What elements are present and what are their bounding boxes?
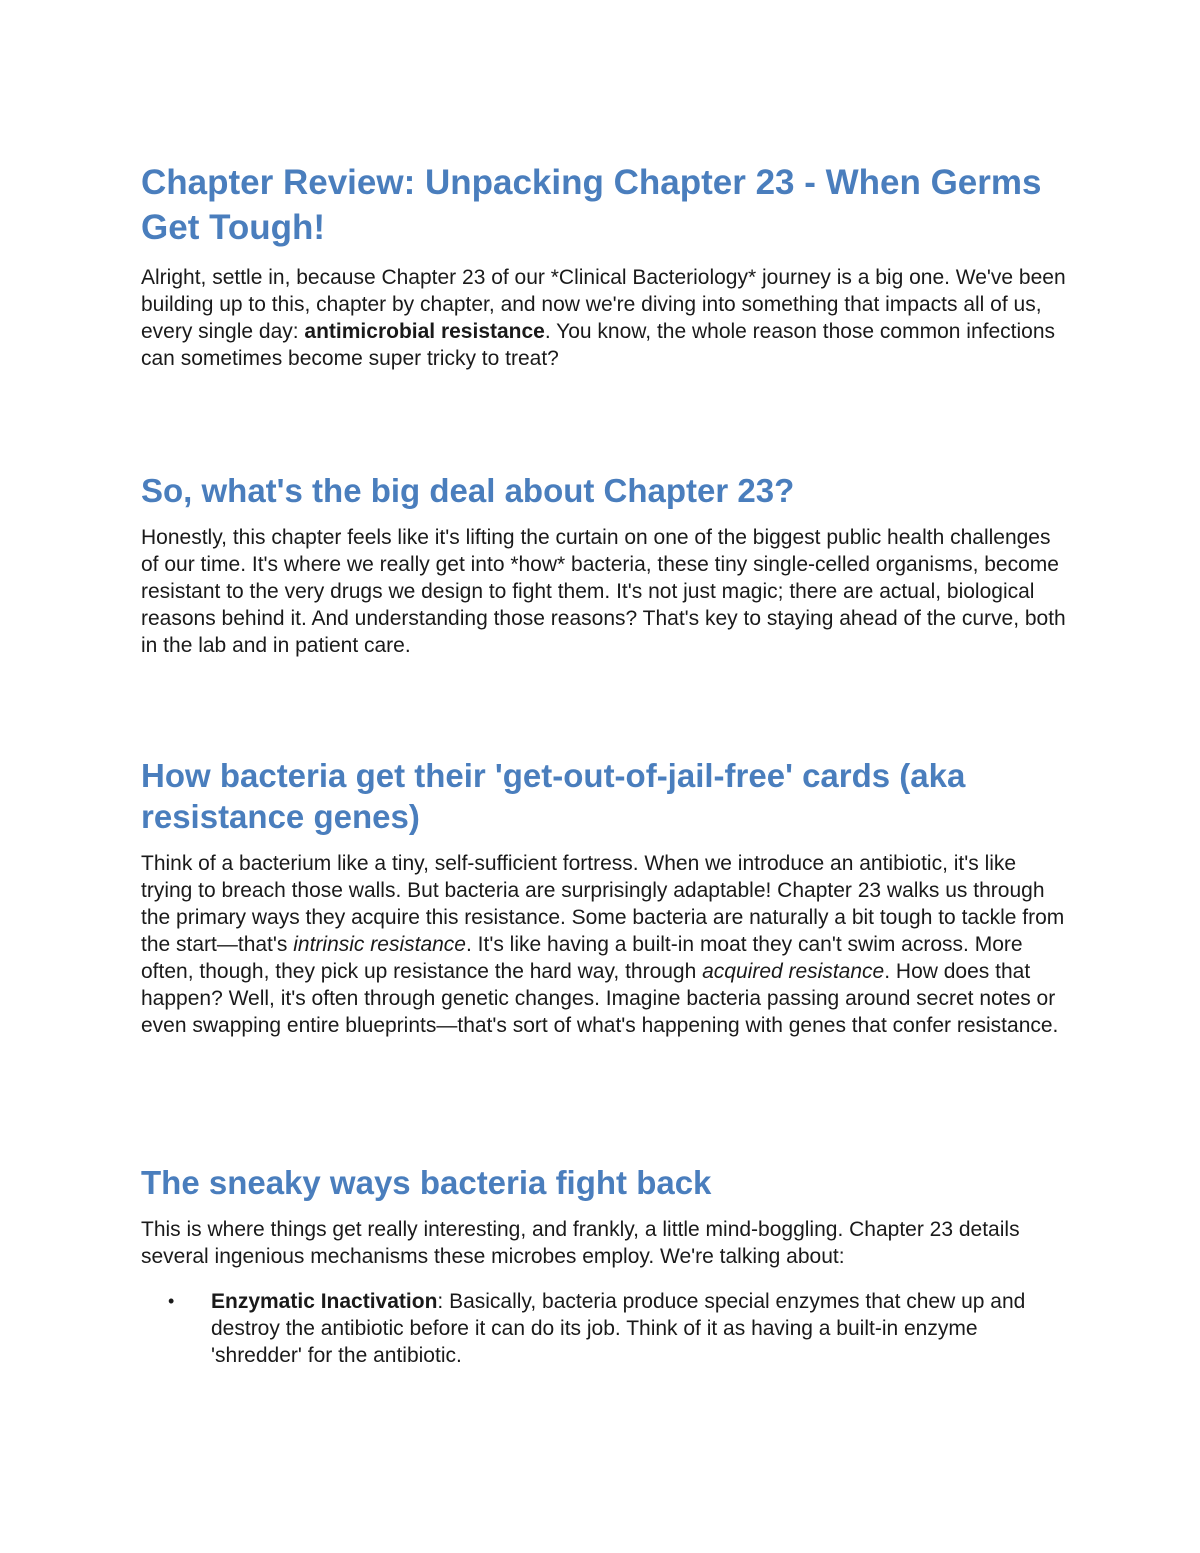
list-item-term: Enzymatic Inactivation xyxy=(211,1290,438,1313)
section-paragraph: Honestly, this chapter feels like it's lifting the curtain on one of the biggest public health challenges of our time. It's where we really get into *how* bacteria, these tiny single-celled organisms, become resistant to the very drugs we design to fight them. It's not just magic; there are actual, biological reasons behind it. And understanding those reasons? That's key to staying ahead of the curve, both in the lab and in patient care. xyxy=(141,526,1066,657)
section-paragraph xyxy=(141,850,1066,1039)
paragraph-text: . It's like having a built-in moat they can't swim across. More often, though, they pick up resistance the hard way, through xyxy=(141,933,1023,983)
italic-term-intrinsic: intrinsic resistance xyxy=(293,933,466,956)
paragraph-text: Think of a bacterium like a tiny, self-sufficient fortress. When we introduce an antibiotic, it's like trying to breach those walls. But bacteria are surprisingly adaptable! Chapter 23 walks us through the primary ways they acquire this resistance. Some bacteria are naturally a bit tough to tackle from the start—that's xyxy=(141,852,1065,956)
intro-bold-term: antimicrobial resistance xyxy=(304,320,545,343)
bullet-marker: • xyxy=(168,1291,175,1311)
section-paragraph: This is where things get really interesting, and frankly, a little mind-boggling. Chapter 23 details several ingenious mechanisms these microbes employ. We're talking about: xyxy=(141,1218,1020,1268)
section-resistance-genes xyxy=(141,755,1066,1039)
section-heading: So, what's the big deal about Chapter 23? xyxy=(141,472,795,509)
document-page xyxy=(141,160,1066,1367)
section-heading: How bacteria get their 'get-out-of-jail-free' cards (aka resistance genes) xyxy=(141,757,966,835)
intro-text-start: Alright, settle in, because Chapter 23 of our *Clinical Bacteriology* journey is a big one. We've been building up to this, chapter by chapter, and now we're diving into something that impacts all of us, every single day: xyxy=(141,266,1066,343)
section-heading: The sneaky ways bacteria fight back xyxy=(141,1164,712,1201)
section-sneaky-ways xyxy=(141,1162,1066,1369)
paragraph-text: . How does that happen? Well, it's often through genetic changes. Imagine bacteria passing around secret notes or even swapping entire blueprints—that's sort of what's happening with genes that confer resistance. xyxy=(141,960,1059,1037)
italic-term-acquired: acquired resistance xyxy=(702,960,885,983)
list-item xyxy=(141,1288,1066,1369)
section-big-deal xyxy=(141,470,1066,659)
mechanism-list xyxy=(141,1288,1066,1369)
intro-text-end: . You know, the whole reason those common infections can sometimes become super tricky to treat? xyxy=(141,320,1056,370)
list-item-text: : Basically, bacteria produce special enzymes that chew up and destroy the antibiotic before it can do its job. Think of it as having a built-in enzyme 'shredder' for the antibiotic. xyxy=(211,1290,1026,1367)
document-title: Chapter Review: Unpacking Chapter 23 - When Germs Get Tough! xyxy=(141,163,1042,247)
intro-paragraph xyxy=(141,264,1066,372)
